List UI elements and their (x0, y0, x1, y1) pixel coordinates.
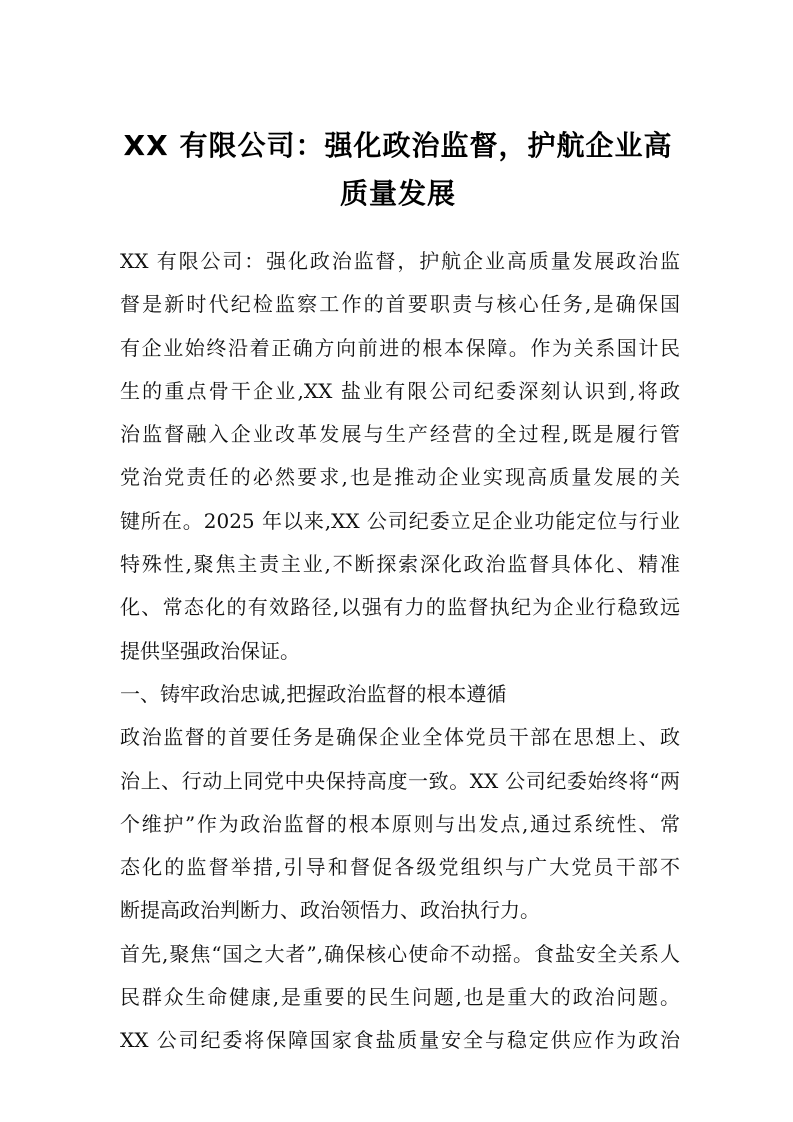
body-line-8: 特殊性,聚焦主责主业,不断探索深化政治监督具体化、精准 (120, 552, 680, 577)
body-line-13: 治上、行动上同党中央保持高度一致。XX 公司纪委始终将“两 (120, 768, 680, 793)
body-line-16: 断提高政治判断力、政治领悟力、政治执行力。 (120, 898, 540, 923)
body-line-9: 化、常态化的有效路径,以强有力的监督执纪为企业行稳致远 (120, 595, 680, 620)
body-line-2: 督是新时代纪检监察工作的首要职责与核心任务,是确保国 (120, 292, 680, 317)
section-heading-1: 一、铸牢政治忠诚,把握政治监督的根本遵循 (120, 681, 507, 706)
body-line-19: XX 公司纪委将保障国家食盐质量安全与稳定供应作为政治 (120, 1028, 680, 1053)
body-line-3: 有企业始终沿着正确方向前进的根本保障。作为关系国计民 (120, 335, 680, 360)
body-line-1: XX 有限公司：强化政治监督，护航企业高质量发展政治监 (120, 249, 680, 273)
body-line-4: 生的重点骨干企业,XX 盐业有限公司纪委深刻认识到,将政 (120, 378, 680, 403)
document-body (120, 240, 680, 1063)
body-line-14: 个维护”作为政治监督的根本原则与出发点,通过系统性、常 (120, 811, 680, 836)
body-line-17: 首先,聚焦“国之大者”,确保核心使命不动摇。食盐安全关系人 (120, 941, 680, 966)
document-title-line-1: XX 有限公司：强化政治监督，护航企业高 (123, 129, 673, 162)
body-line-10: 提供坚强政治保证。 (120, 638, 300, 663)
body-line-6: 党治党责任的必然要求,也是推动企业实现高质量发展的关 (120, 465, 680, 490)
body-line-5: 治监督融入企业改革发展与生产经营的全过程,既是履行管 (120, 422, 680, 447)
body-line-12: 政治监督的首要任务是确保企业全体党员干部在思想上、政 (120, 725, 680, 750)
body-line-18: 民群众生命健康,是重要的民生问题,也是重大的政治问题。 (120, 985, 680, 1010)
body-line-7: 键所在。2025 年以来,XX 公司纪委立足企业功能定位与行业 (120, 508, 680, 533)
document-title-line-2: 质量发展 (339, 177, 456, 210)
body-line-15: 态化的监督举措,引导和督促各级党组织与广大党员干部不 (120, 855, 680, 880)
